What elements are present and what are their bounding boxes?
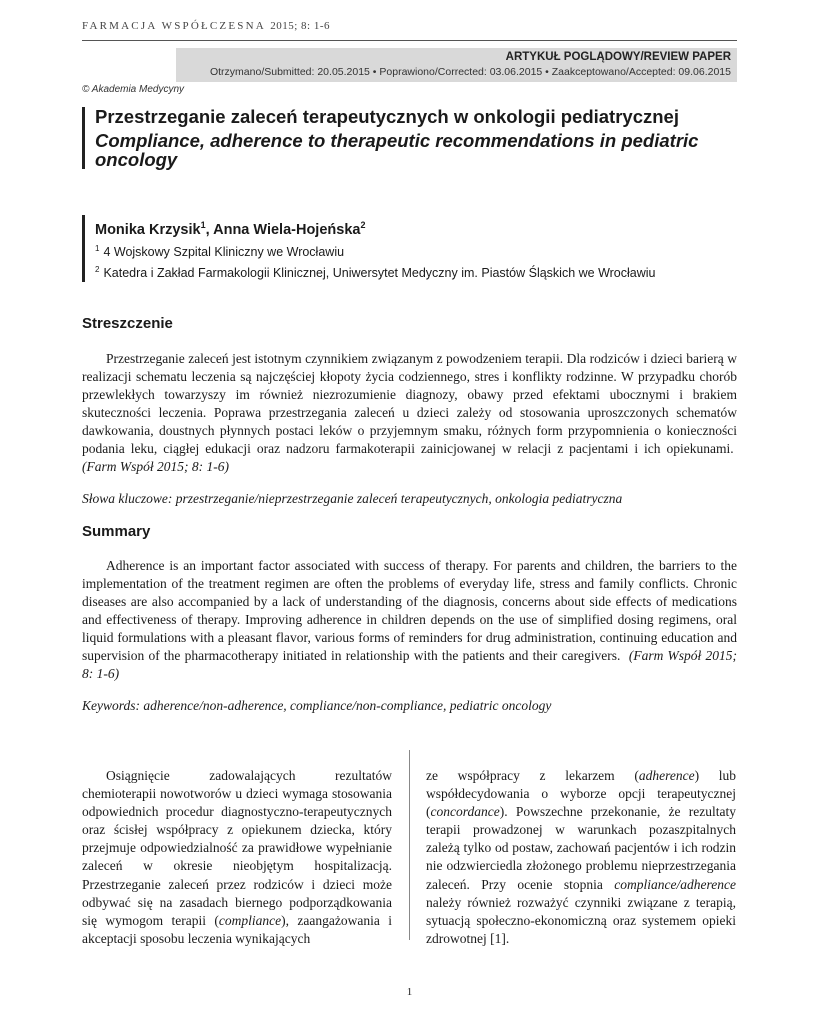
title-block — [82, 107, 735, 169]
body-term: compliance — [218, 912, 282, 928]
summary-heading: Summary — [82, 523, 151, 540]
body-text: ), zaangażowania i akceptacji sposobu leczenia wynikających — [82, 912, 392, 946]
author-name: Monika Krzysik — [95, 221, 201, 238]
author-name: Anna Wiela-Hojeńska — [213, 221, 361, 238]
streszczenie-citation: (Farm Współ 2015; 8: 1-6) — [82, 459, 229, 474]
summary-citation: (Farm Współ 2015; 8: 1-6) — [82, 648, 738, 681]
streszczenie-body — [82, 350, 737, 476]
header-rule — [82, 40, 737, 41]
copyright: © Akademia Medycyny — [82, 84, 185, 95]
body-text: ). Powszechne przekonanie, że rezultaty terapii prowadzonej w warunkach pozaszpitalnych zależą tylko od postaw, zachowań pacjentów i ich rodzin nie odzwierciedla złożonego problemu nieprzestrzegania zaleceń. Przy ocenie stopnia — [426, 804, 736, 892]
affiliation-text: 4 Wojskowy Szpital Kliniczny we Wrocławiu — [103, 244, 345, 259]
author-separator: , — [205, 221, 214, 238]
author-affil-sup: 1 — [200, 220, 206, 230]
affiliation-number: 2 — [95, 264, 100, 274]
body-column-left — [82, 767, 392, 948]
keywords: Keywords: adherence/non-adherence, compliance/non-compliance, pediatric oncology — [82, 698, 552, 713]
affiliation-text: Katedra i Zakład Farmakologii Klinicznej, Uniwersytet Medyczny im. Piastów Śląskich we Wrocławiu — [103, 266, 656, 281]
column-divider — [409, 750, 410, 940]
journal-ref: 2015; 8: 1-6 — [270, 20, 331, 32]
journal-header — [82, 20, 330, 32]
body-text: ) lub współdecydowania o wyborze opcji terapeutycznej ( — [426, 768, 737, 820]
streszczenie-heading: Streszczenie — [82, 315, 173, 332]
title-polish: Przestrzeganie zaleceń terapeutycznych w onkologii pediatrycznej — [95, 106, 679, 127]
summary-text: Adherence is an important factor associated with success of therapy. For parents and children, the barriers to the implementation of the treatment regimen are often the problems of everyday life, stress and family conflicts. Chronic diseases are also accompanied by a lack of understanding of the diagnosis, concerns about side effects of medications and effectiveness of therapy. Improving adherence in children depends on the use of simplified dosing regimens, oral liquid formulations with a pleasant flavor, various forms of reminders for drug administration, continuing education and supervision of the pharmacotherapy initiated in relationship with the patients and their caregivers. — [82, 558, 737, 663]
body-paragraph — [426, 767, 736, 948]
body-term: compliance/adherence — [614, 876, 736, 892]
body-text: Osiągnięcie zadowalających rezultatów chemioterapii nowotworów u dzieci wymaga stosowania odpowiednich procedur diagnostyczno-terapeutycznych oraz ścisłej współpracy z opiekunem dziecka, który przejmuje odpowiedzialność za prawidłowe wypełnianie zaleceń w okresie nieobjętym hospitalizacją. Przestrzeganie zaleceń przez rodziców i dzieci może odbywać się na zasadach biernego podporządkowania się wymogom terapii ( — [82, 768, 392, 928]
journal-name: FARMACJA WSPÓŁCZESNA — [82, 20, 266, 32]
title-english: Compliance, adherence to therapeutic recommendations in pediatric oncology — [95, 130, 699, 170]
body-term: adherence — [638, 768, 695, 783]
article-type: ARTYKUŁ POGLĄDOWY/REVIEW PAPER — [505, 51, 731, 63]
body-column-right — [426, 767, 736, 948]
body-term: concordance — [430, 804, 500, 820]
affiliation — [95, 240, 735, 261]
body-text: należy również rozważyć czynniki związane z terapią, sytuacją społeczno-ekonomiczną oraz systemem opieki zdrowotnej [1]. — [426, 894, 736, 946]
authors — [95, 215, 735, 240]
affiliation-number: 1 — [95, 243, 100, 253]
affiliation — [95, 261, 735, 282]
author-affil-sup: 2 — [360, 220, 366, 230]
authors-block — [82, 215, 735, 282]
slowa-kluczowe: Słowa kluczowe: przestrzeganie/nieprzestrzeganie zaleceń terapeutycznych, onkologia pediatryczna — [82, 491, 623, 506]
body-text: ze współpracy z lekarzem ( — [426, 768, 639, 783]
body-paragraph — [82, 767, 392, 948]
streszczenie-text: Przestrzeganie zaleceń jest istotnym czynnikiem związanym z powodzeniem terapii. Dla rodziców i dzieci barierą w realizacji schematu leczenia są najczęściej kłopoty życia codziennego, stres i konflikty rodzinne. W przypadku chorób przewlekłych towarzyszy im również niezrozumienie diagnozy, obawy przed efektami ubocznymi i brakiem skuteczności leczenia. Poprawa przestrzegania zaleceń u dzieci zależy od stosowania uproszczonych schematów dawkowania, doustnych płynnych postaci leków o przyjemnym smaku, różnych form przypomnienia o konieczności podania leku, ciągłej edukacji oraz nadzoru farmakoterapii zainicjowanej w relacji z pacjentami i ich opiekunami. — [82, 351, 737, 456]
article-dates: Otrzymano/Submitted: 20.05.2015 • Poprawiono/Corrected: 03.06.2015 • Zaakceptowano/Accepted: 09.06.2015 — [209, 66, 731, 78]
summary-body — [82, 557, 737, 683]
article-info-box — [176, 48, 737, 82]
page-number: 1 — [406, 986, 413, 998]
